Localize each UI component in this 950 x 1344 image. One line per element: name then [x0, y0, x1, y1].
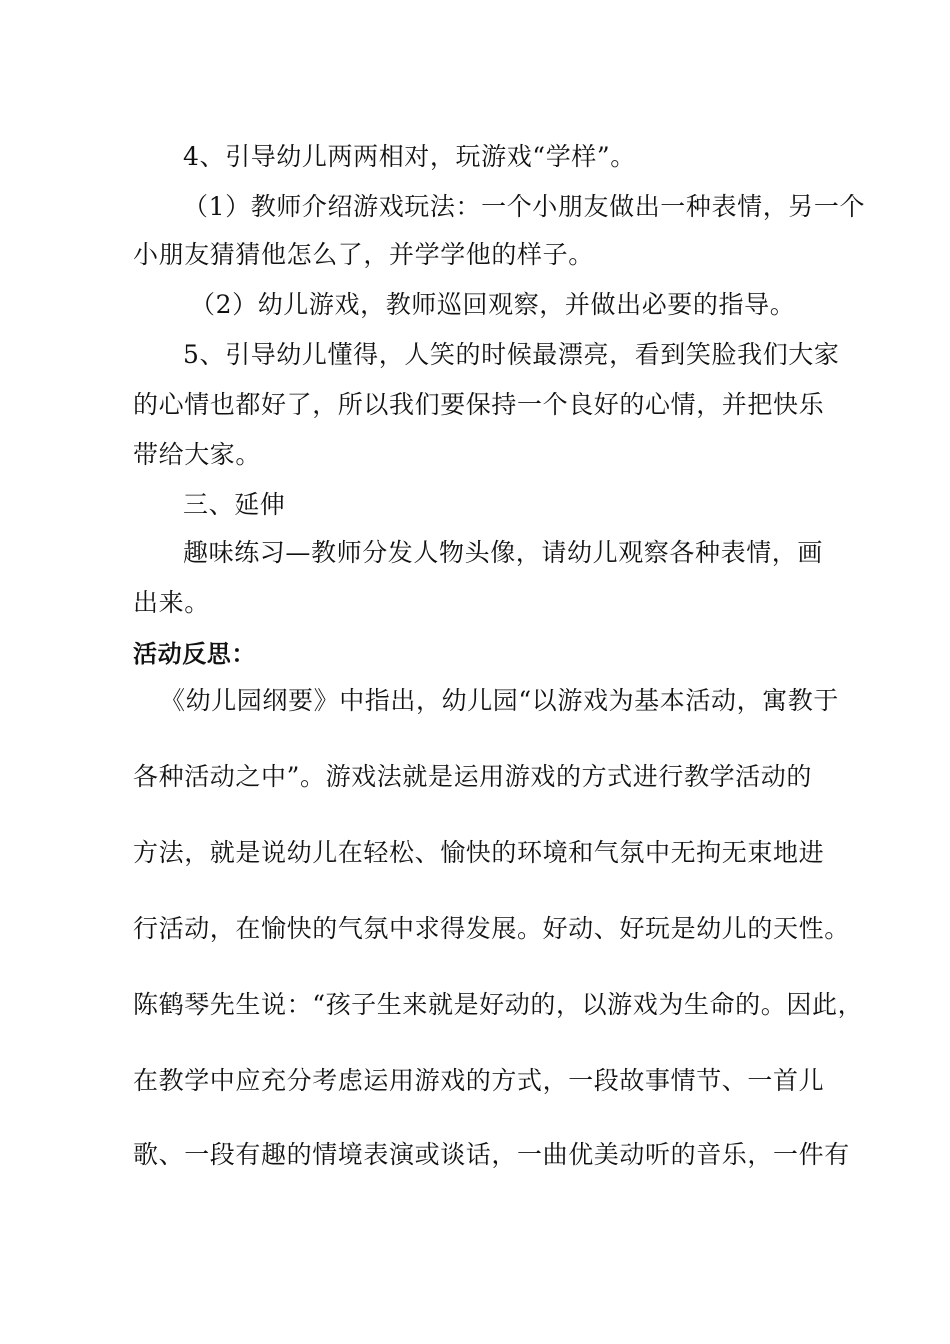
reflection-line: 陈鹤琴先生说：“孩子生来就是好动的，以游戏为生命的。因此，: [133, 990, 864, 1019]
paragraph-line: 带给大家。: [133, 440, 262, 469]
section-heading: 三、延伸: [183, 490, 286, 519]
reflection-line: 行活动，在愉快的气氛中求得发展。好动、好玩是幼儿的天性。: [133, 914, 850, 943]
paragraph-line: 的心情也都好了，所以我们要保持一个良好的心情，并把快乐: [133, 390, 825, 419]
paragraph-line: 趣味练习—教师分发人物头像，请幼儿观察各种表情，画: [183, 538, 824, 567]
reflection-line: 歌、一段有趣的情境表演或谈话，一曲优美动听的音乐，一件有: [133, 1140, 850, 1169]
reflection-line: 《幼儿园纲要》中指出，幼儿园“以游戏为基本活动，寓教于: [160, 686, 839, 715]
paragraph-line: 出来。: [133, 588, 210, 617]
paragraph-line: 5、引导幼儿懂得，人笑的时候最漂亮，看到笑脸我们大家: [183, 340, 840, 369]
paragraph-line: （2）幼儿游戏，教师巡回观察，并做出必要的指导。: [190, 290, 796, 319]
paragraph-line: 4、引导幼儿两两相对，玩游戏“学样”。: [183, 142, 636, 171]
reflection-heading: 活动反思：: [133, 640, 256, 668]
reflection-line: 方法，就是说幼儿在轻松、愉快的环境和气氛中无拘无束地进: [133, 838, 825, 867]
reflection-line: 在教学中应充分考虑运用游戏的方式，一段故事情节、一首儿: [133, 1066, 825, 1095]
paragraph-line: （1）教师介绍游戏玩法：一个小朋友做出一种表情，另一个: [183, 192, 866, 221]
paragraph-line: 小朋友猜猜他怎么了，并学学他的样子。: [133, 240, 594, 269]
reflection-line: 各种活动之中”。游戏法就是运用游戏的方式进行教学活动的: [133, 762, 812, 791]
